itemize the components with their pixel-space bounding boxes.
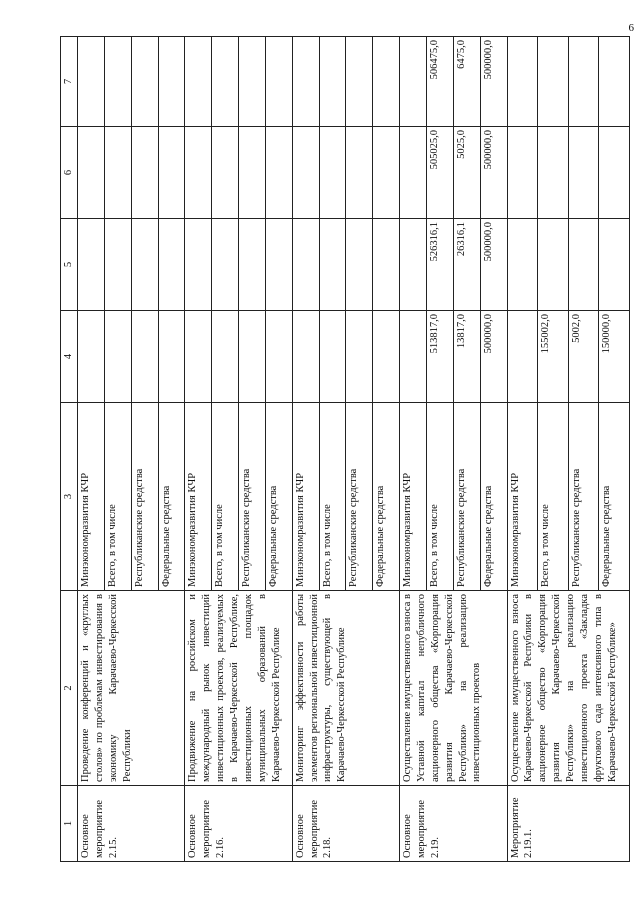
value-cell (158, 219, 185, 311)
value-cell (158, 311, 185, 403)
funding-label: Федеральные средства (373, 403, 400, 591)
value-cell (568, 37, 599, 127)
value-cell (507, 311, 538, 403)
value-cell (239, 311, 266, 403)
funding-label: Минэкономразвития КЧР (400, 403, 427, 591)
funding-label: Всего, в том числе (319, 403, 346, 591)
value-cell (507, 127, 538, 219)
funding-label: Федеральные средства (480, 403, 507, 591)
value-cell (599, 37, 630, 127)
value-cell (346, 219, 373, 311)
col-header: 6 (61, 127, 78, 219)
funding-label: Всего, в том числе (426, 403, 453, 591)
col-header: 1 (61, 786, 78, 862)
funding-label: Всего, в том числе (538, 403, 569, 591)
activity-description: Проведение конференций и «круглых столов» по проблемам инвестирования в экономику Карачаево-Черкесской Республики (78, 591, 185, 786)
value-cell (131, 37, 158, 127)
value-cell: 155002,0 (538, 311, 569, 403)
value-cell (400, 311, 427, 403)
activity-description: Мониторинг эффективности работы элементов региональной инвестиционной инфраструктуры, существующей в Карачаево-Черкесской Республике (292, 591, 399, 786)
activity-name: Мероприятие 2.19.1. (507, 786, 629, 862)
value-cell (104, 311, 131, 403)
col-header: 5 (61, 219, 78, 311)
funding-label: Минэкономразвития КЧР (185, 403, 212, 591)
funding-label: Республиканские средства (453, 403, 480, 591)
value-cell (599, 219, 630, 311)
table-row (292, 37, 319, 862)
funding-label: Федеральные средства (265, 403, 292, 591)
value-cell (373, 311, 400, 403)
page-number: 6 (628, 22, 634, 34)
value-cell: 500000,0 (480, 311, 507, 403)
rotated-table-container (60, 37, 630, 862)
value-cell (239, 127, 266, 219)
value-cell (185, 219, 212, 311)
value-cell (538, 219, 569, 311)
activity-description: Продвижение на российском и международный рынок инвестиций инвестиционных проектов, реализуемых в Карачаево-Черкесской Республике, инвестиционных площадок муниципальных образований в Карачаево-Черкесской Республике (185, 591, 292, 786)
activity-name: Основное мероприятие 2.18. (292, 786, 399, 862)
value-cell (158, 127, 185, 219)
value-cell: 26316,1 (453, 219, 480, 311)
value-cell (78, 311, 105, 403)
value-cell (538, 37, 569, 127)
value-cell (265, 311, 292, 403)
value-cell (346, 37, 373, 127)
funding-label: Минэкономразвития КЧР (78, 403, 105, 591)
activity-description: Осуществление имущественного взноса в Уставной капитал непубличного акционерного общества «Корпорация развития Карачаево-Черкесской Республики» на реализацию инвестиционных проектов (400, 591, 507, 786)
col-header: 2 (61, 591, 78, 786)
value-cell (400, 127, 427, 219)
table-row (185, 37, 212, 862)
funding-label: Всего, в том числе (212, 403, 239, 591)
value-cell (400, 219, 427, 311)
funding-table (60, 36, 630, 862)
value-cell (292, 311, 319, 403)
value-cell (373, 127, 400, 219)
value-cell: 6475,0 (453, 37, 480, 127)
funding-label: Федеральные средства (158, 403, 185, 591)
header-row (61, 37, 78, 862)
value-cell (131, 219, 158, 311)
value-cell: 5002,0 (568, 311, 599, 403)
value-cell (538, 127, 569, 219)
value-cell (319, 127, 346, 219)
activity-name: Основное мероприятие 2.16. (185, 786, 292, 862)
value-cell: 500000,0 (480, 219, 507, 311)
value-cell: 505025,0 (426, 127, 453, 219)
value-cell: 500000,0 (480, 37, 507, 127)
value-cell (265, 37, 292, 127)
funding-label: Федеральные средства (599, 403, 630, 591)
value-cell (212, 311, 239, 403)
value-cell (292, 37, 319, 127)
value-cell (507, 219, 538, 311)
value-cell (265, 219, 292, 311)
value-cell (292, 219, 319, 311)
funding-label: Республиканские средства (131, 403, 158, 591)
value-cell: 513817,0 (426, 311, 453, 403)
col-header: 3 (61, 403, 78, 591)
value-cell (319, 311, 346, 403)
value-cell (568, 127, 599, 219)
value-cell (239, 37, 266, 127)
value-cell: 150000,0 (599, 311, 630, 403)
value-cell (158, 37, 185, 127)
value-cell (373, 37, 400, 127)
value-cell (104, 37, 131, 127)
value-cell (78, 37, 105, 127)
value-cell (599, 127, 630, 219)
value-cell (568, 219, 599, 311)
table-row (507, 37, 538, 862)
funding-label: Минэкономразвития КЧР (507, 403, 538, 591)
value-cell: 500000,0 (480, 127, 507, 219)
value-cell (185, 127, 212, 219)
funding-label: Республиканские средства (346, 403, 373, 591)
value-cell (239, 219, 266, 311)
value-cell (346, 311, 373, 403)
funding-label: Республиканские средства (568, 403, 599, 591)
col-header: 7 (61, 37, 78, 127)
value-cell: 13817,0 (453, 311, 480, 403)
value-cell: 506475,0 (426, 37, 453, 127)
value-cell (131, 127, 158, 219)
value-cell (185, 311, 212, 403)
value-cell: 526316,1 (426, 219, 453, 311)
value-cell (212, 127, 239, 219)
value-cell: 5025,0 (453, 127, 480, 219)
activity-name: Основное мероприятие 2.19. (400, 786, 507, 862)
funding-label: Всего, в том числе (104, 403, 131, 591)
value-cell (319, 37, 346, 127)
value-cell (265, 127, 292, 219)
value-cell (319, 219, 346, 311)
value-cell (292, 127, 319, 219)
value-cell (400, 37, 427, 127)
value-cell (507, 37, 538, 127)
value-cell (131, 311, 158, 403)
table-row (400, 37, 427, 862)
value-cell (212, 37, 239, 127)
value-cell (346, 127, 373, 219)
table-row (78, 37, 105, 862)
value-cell (212, 219, 239, 311)
col-header: 4 (61, 311, 78, 403)
value-cell (78, 127, 105, 219)
funding-label: Республиканские средства (239, 403, 266, 591)
funding-label: Минэкономразвития КЧР (292, 403, 319, 591)
value-cell (78, 219, 105, 311)
activity-description: Осуществление имущественного взноса Карачаево-Черкесской Республики в акционерное общество «Корпорация развития Карачаево-Черкесской Республики» на реализацию инвестиционного проекта «Закладка фруктового сада интенсивного типа в Карачаево-Черкесской Республике» (507, 591, 629, 786)
value-cell (104, 127, 131, 219)
value-cell (373, 219, 400, 311)
value-cell (185, 37, 212, 127)
activity-name: Основное мероприятие 2.15. (78, 786, 185, 862)
value-cell (104, 219, 131, 311)
